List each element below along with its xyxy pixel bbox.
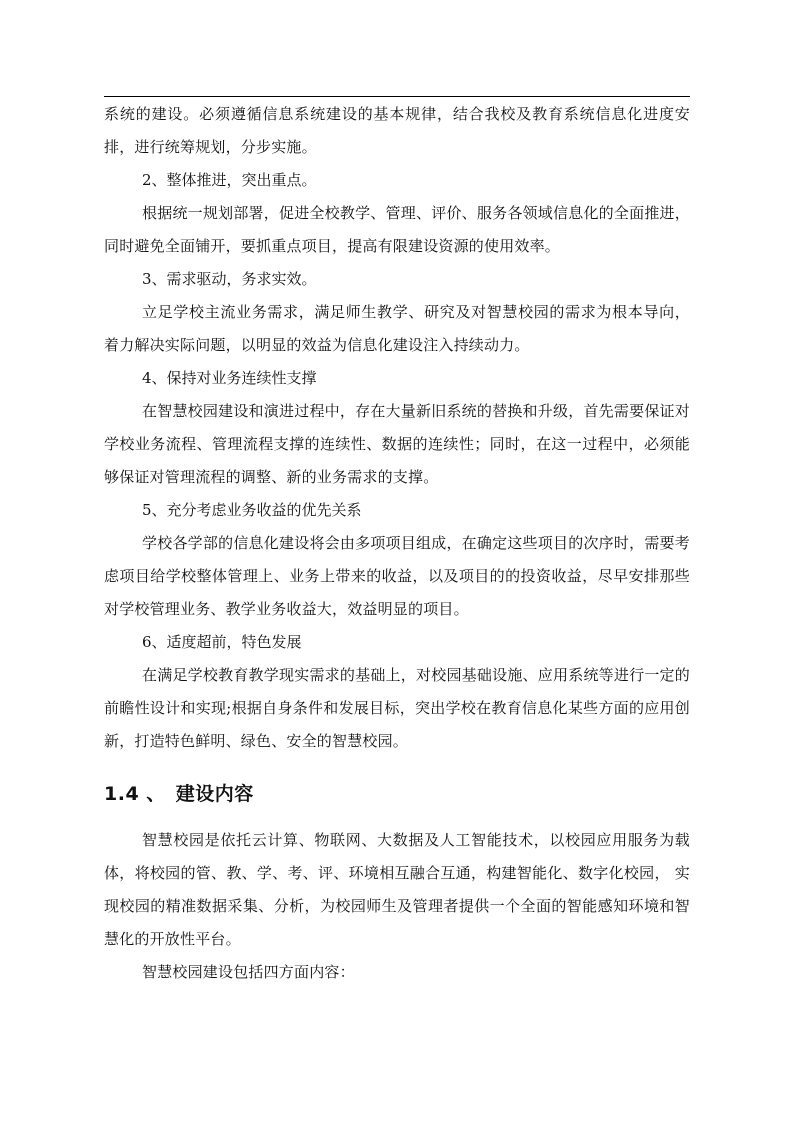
section-intro-paragraph: 智慧校园是依托云计算、物联网、大数据及人工智能技术，以校园应用服务为载体，将校园的管、教、学、考、评、环境相互融合互通，构建智能化、数字化校园， 实现校园的精准数据采集、分析，为校园师生及管理者提供一个全面的智能感知环境和智慧化的开放性平台。	[104, 831, 690, 948]
section-contents-lead: 智慧校园建设包括四方面内容：	[142, 963, 355, 981]
paragraph-continuation: 系统的建设。必须遵循信息系统建设的基本规律，结合我校及教育系统信息化进度安排，进行统筹规划，分步实施。	[104, 105, 690, 156]
principle-3-body: 立足学校主流业务需求，满足师生教学、研究及对智慧校园的需求为根本导向， 着力解决实际问题，以明显的效益为信息化建设注入持续动力。	[104, 303, 690, 354]
header-rule	[104, 96, 690, 97]
principle-4-title: 4、保持对业务连续性支撑	[142, 369, 317, 387]
section-title: 建设内容	[175, 783, 254, 805]
principle-2-body: 根据统一规划部署，促进全校教学、管理、评价、服务各领域信息化的全面推进，同时避免全面铺开，要抓重点项目，提高有限建设资源的使用效率。	[104, 204, 690, 255]
principle-3-title: 3、需求驱动，务求实效。	[142, 270, 317, 288]
section-heading	[104, 780, 690, 808]
document-body	[104, 98, 690, 989]
section-number: 1.4 、	[104, 783, 166, 805]
principle-6-body: 在满足学校教育教学现实需求的基础上，对校园基础设施、应用系统等进行一定的前瞻性设计和实现;根据自身条件和发展目标，突出学校在教育信息化某些方面的应用创新，打造特色鲜明、绿色、安全的智慧校园。	[104, 666, 690, 750]
principle-4-body: 在智慧校园建设和演进过程中，存在大量新旧系统的替换和升级，首先需要保证对学校业务流程、管理流程支撑的连续性、数据的连续性；同时，在这一过程中，必须能够保证对管理流程的调整、新的业务需求的支撑。	[104, 402, 690, 486]
principle-5-body: 学校各学部的信息化建设将会由多项项目组成，在确定这些项目的次序时，需要考虑项目给学校整体管理上、业务上带来的收益，以及项目的的投资收益，尽早安排那些对学校管理业务、教学业务收益大，效益明显的项目。	[104, 534, 690, 618]
principle-2-title: 2、整体推进，突出重点。	[142, 171, 317, 189]
principle-5-title: 5、充分考虑业务收益的优先关系	[142, 501, 362, 519]
principle-6-title: 6、适度超前，特色发展	[142, 633, 302, 651]
